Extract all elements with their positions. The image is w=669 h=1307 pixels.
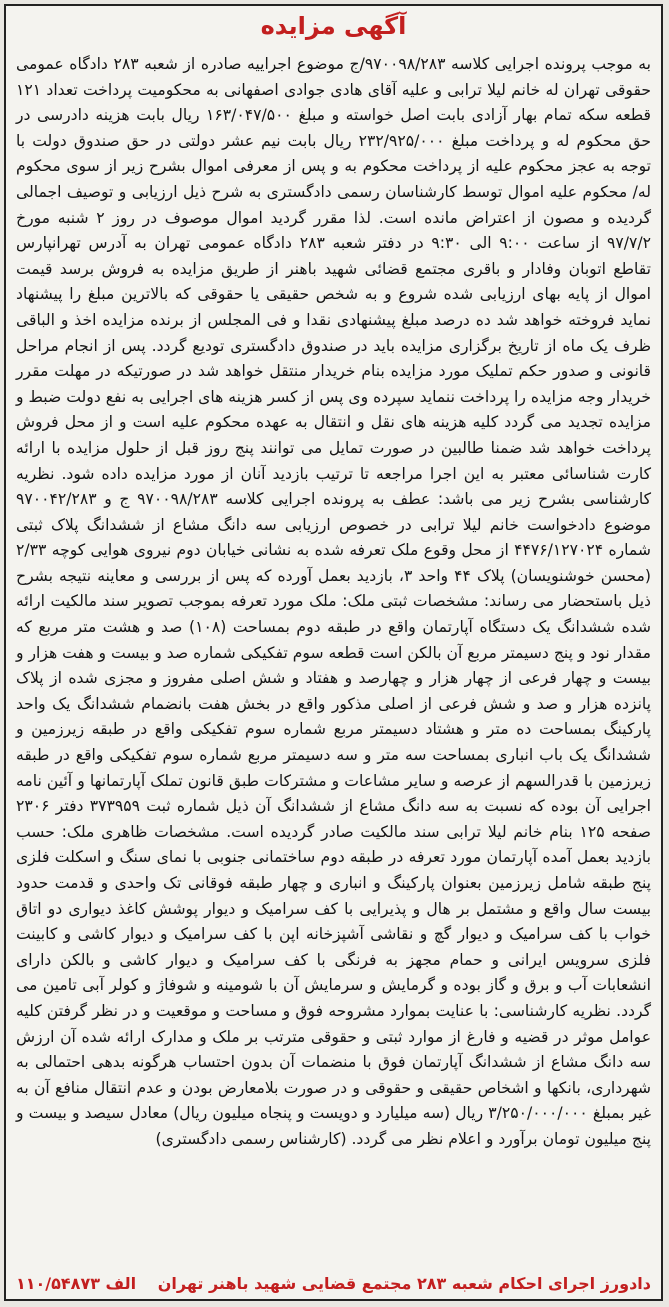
notice-body: به موجب پرونده اجرایی کلاسه ۹۷۰۰۹۸/۲۸۳/ج موضوع اجراییه صادره از شعبه ۲۸۳ دادگاه عمومی حقوقی تهران له خانم لیلا ترابی و علیه آقای هادی جوادی اصفهانی به محکومیت پرداخت تعداد ۱۲۱ قطعه سکه تمام بهار آزادی بابت اصل خواسته و مبلغ ۱۶۳/۰۴۷/۵۰۰ ریال بابت هزینه دادرسی در حق محکوم له و پرداخت مبلغ ۲۳۲/۹۲۵/۰۰۰ ریال بابت نیم عشر دولتی در حق صندوق دولت با توجه به عجز محکوم علیه از پرداخت محکوم به و پس از معرفی اموال بشرح زیر از سوی محکوم له/ محکوم علیه اموال توسط کارشناسان رسمی دادگستری به شرح ذیل ارزیابی و توصیف اجمالی گردیده و مصون از اعتراض مانده است. لذا مقرر گردید اموال موصوف در روز ۲ شنبه مورخ ۹۷/۷/۲ از ساعت ۹:۰۰ الی ۹:۳۰ در دفتر شعبه ۲۸۳ دادگاه عمومی تهران به آدرس تهرانپارس تقاطع اتوبان وفادار و باقری مجتمع قضائی شهید باهنر از طریق مزایده به فروش برسد قیمت اموال از پایه بهای ارزیابی شده شروع و به شخص حقیقی یا حقوقی که بالاترین مبلغ را پیشنهاد نماید فروخته خواهد شد ده درصد مبلغ پیشنهادی نقدا و فی المجلس از برنده مزایده اخذ و الباقی ظرف یک ماه از تاریخ برگزاری مزایده باید در صندوق دادگستری تودیع گردد. پس از انجام مراحل قانونی و صدور حکم تملیک مورد مزایده بنام خریدار منتقل خواهد شد در صورتیکه در مهلت مقرر خریدار وجه مزایده را پرداخت ننماید سپرده وی پس از کسر هزینه های اجرایی به نفع دولت ضبط و مزایده تجدید می گردد کلیه هزینه های نقل و انتقال به عهده محکوم علیه است و از محل فروش پرداخت خواهد شد ضمنا طالبین در صورت تمایل می توانند پنج روز قبل از حلول مزایده با ارائه کارت شناسائی معتبر به این اجرا مراجعه تا ترتیب بازدید آنان از مورد مزایده داده شود. نظریه کارشناسی بشرح زیر می باشد: عطف به پرونده اجرایی کلاسه ۹۷۰۰۹۸/۲۸۳ ج و ۹۷۰۰۴۲/۲۸۳ موضوع دادخواست خانم لیلا ترابی در خصوص ارزیابی سه دانگ مشاع از ششدانگ پلاک ثبتی شماره ۴۴۷۶/۱۲۷۰۲۴ از محل وقوع ملک تعرفه شده به نشانی خیابان دوم نیروی هوایی کوچه ۲/۳۳ (محسن خوشنویسان) پلاک ۴۴ واحد ۳، بازدید بعمل آورده که پس از بررسی و معاینه نتیجه بشرح ذیل باستحضار می رساند: مشخصات ثبتی ملک: ملک مورد تعرفه بموجب تصویر سند مالکیت ارائه شده ششدانگ یک دستگاه آپارتمان واقع در طبقه دوم بمساحت (۱۰۸) صد و هشت متر مربع که مقدار نود و پنج دسیمتر مربع آن بالکن است قطعه سوم تفکیکی شماره صد و بیست و هفت هزار و بیست و چهار فرعی از چهار هزار و چهارصد و هفتاد و شش اصلی مفروز و مجزی شده از پلاک پانزده هزار و صد و شش فرعی از اصلی مذکور واقع در بخش هفت بانضمام ششدانگ یک واحد پارکینگ بمساحت ده متر و هشتاد دسیمتر مربع شماره سوم تفکیکی واقع در طبقه زیرزمین و ششدانگ یک باب انباری بمساحت سه متر و سه دسیمتر مربع شماره سوم تفکیکی واقع در طبقه زیرزمین با قدرالسهم از عرصه و سایر مشاعات و مشترکات طبق قانون تملک آپارتمانها و آئین نامه اجرایی آن بوده که نسبت به سه دانگ مشاع از ششدانگ آن ذیل شماره ثبت ۳۷۳۹۵۹ دفتر ۲۳۰۶ صفحه ۱۲۵ بنام خانم لیلا ترابی سند مالکیت صادر گردیده است. مشخصات ظاهری ملک: حسب بازدید بعمل آمده آپارتمان مورد تعرفه در طبقه دوم ساختمانی جنوبی با نمای سنگ و اسکلت فلزی پنج طبقه شامل زیرزمین بعنوان پارکینگ و انباری و چهار طبقه فوقانی تک واحدی و قدمت حدود بیست سال واقع و مشتمل بر هال و پذیرایی با کف سرامیک و دیوار پوشش کاغذ دیواری دو اتاق خواب با کف سرامیک و دیوار گچ و نقاشی آشپزخانه اپن با کف سرامیک و دیوار کاشی و کابینت فلزی سرویس ایرانی و حمام مجهز به فرنگی با کف سرامیک و دیوار کاشی و بالکن دارای انشعابات آب و برق و گاز بوده و گرمایش و سرمایش آن با شومینه و شوفاژ و کولر آبی تامین می گردد. نظریه کارشناسی: با عنایت بموارد مشروحه فوق و مساحت و موقعیت و در نظر گرفتن کلیه عوامل موثر در قضیه و فارغ از موارد ثبتی و حقوقی مترتب بر ملک و مدارک ارائه شده آن ارزش سه دانگ مشاع از ششدانگ آپارتمان فوق با منضمات آن بدون احتساب هرگونه بدهی احتمالی به شهرداری، بانکها و اشخاص حقیقی و حقوقی و در صورت بلامعارض بودن و عدم انتقال منافع آن به غیر بمبلغ ۳/۲۵۰/۰۰۰/۰۰۰ ریال (سه میلیارد و دویست و پنجاه میلیون ریال) معادل سیصد و بیست و پنج میلیون تومان برآورد و اعلام نظر می گردد. (کارشناس رسمی دادگستری) (16, 55, 652, 1148)
auction-notice (4, 4, 663, 1301)
notice-code: ۱۱۰/۵۴۸۷۳ الف (16, 1274, 137, 1293)
issuing-office: دادورز اجرای احکام شعبه ۲۸۳ مجتمع قضایی شهید باهنر تهران (157, 1274, 651, 1293)
notice-footer (16, 1274, 651, 1293)
notice-title: آگهی مزایده (260, 12, 407, 40)
